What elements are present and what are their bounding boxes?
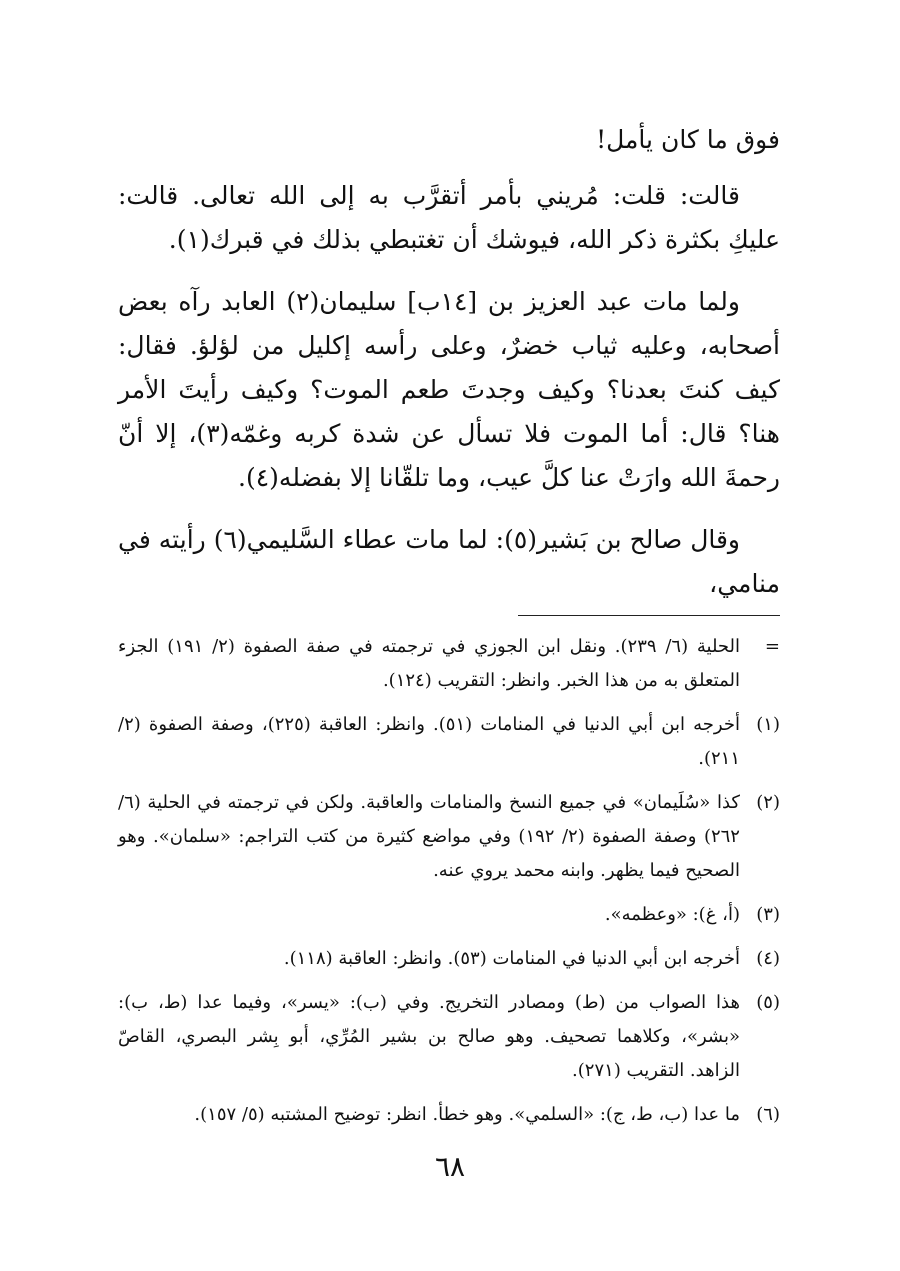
footnote-marker: (٦) bbox=[756, 1104, 780, 1125]
footnote bbox=[118, 786, 780, 888]
footnote-marker: (٤) bbox=[756, 948, 780, 969]
footnote-divider bbox=[518, 615, 780, 616]
paragraph: قالت: قلت: مُريني بأمر أتقرَّب به إلى الله تعالى. قالت: عليكِ بكثرة ذكر الله، فيوشك أن تغتبطي بذلك في قبرك(١). bbox=[118, 181, 780, 254]
footnote-text: أخرجه ابن أبي الدنيا في المنامات (٥١). وانظر: العاقبة (٢٢٥)، وصفة الصفوة (٢/ ٢١١). bbox=[118, 714, 740, 769]
footnote-marker: = bbox=[764, 636, 780, 657]
footnote-text: أخرجه ابن أبي الدنيا في المنامات (٥٣). وانظر: العاقبة (١١٨). bbox=[283, 948, 740, 969]
footnote-marker: (١) bbox=[756, 714, 780, 735]
footnote bbox=[118, 942, 780, 976]
footnote-marker: (٣) bbox=[756, 904, 780, 925]
main-text bbox=[118, 118, 780, 624]
footnote bbox=[118, 630, 780, 698]
footnote-marker: (٥) bbox=[756, 992, 780, 1013]
footnote-text: الحلية (٦/ ٢٣٩). ونقل ابن الجوزي في ترجمته في صفة الصفوة (٢/ ١٩١) الجزء المتعلق به من هذا الخبر. وانظر: التقريب (١٢٤). bbox=[118, 636, 741, 691]
footnotes bbox=[118, 630, 780, 1142]
footnote-marker: (٢) bbox=[756, 792, 780, 813]
footnote bbox=[118, 708, 780, 776]
footnote bbox=[118, 1098, 780, 1132]
paragraph: فوق ما كان يأمل! bbox=[596, 125, 780, 154]
paragraph: وقال صالح بن بَشير(٥): لما مات عطاء السَّليمي(٦) رأيته في منامي، bbox=[118, 525, 780, 598]
footnote bbox=[118, 986, 780, 1088]
paragraph: ولما مات عبد العزيز بن [١٤ب] سليمان(٢) العابد رآه بعض أصحابه، وعليه ثياب خضرٌ، وعلى رأسه إكليل من لؤلؤ. فقال: كيف كنتَ بعدنا؟ وكيف وجدتَ طعم الموت؟ وكيف رأيتَ الأمر هنا؟ قال: أما الموت فلا تسأل عن شدة كربه وغمّه(٣)، إلا أنّ رحمةَ الله وارَتْ عنا كلَّ عيب، وما تلقّانا إلا بفضله(٤). bbox=[118, 287, 780, 492]
footnote bbox=[118, 898, 780, 932]
footnote-text: ما عدا (ب، ط، ج): «السلمي». وهو خطأ. انظر: توضيح المشتبه (٥/ ١٥٧). bbox=[194, 1104, 740, 1125]
footnote-text: (أ، غ): «وعظمه». bbox=[604, 904, 740, 925]
page-number: ٦٨ bbox=[434, 1150, 466, 1183]
footnote-text: كذا «سُلَيمان» في جميع النسخ والمنامات والعاقبة. ولكن في ترجمته في الحلية (٦/ ٢٦٢) وصفة الصفوة (٢/ ١٩٢) وفي مواضع كثيرة من كتب التراجم: «سلمان». وهو الصحيح فيما يظهر. وابنه محمد يروي عنه. bbox=[118, 792, 740, 881]
footnote-text: هذا الصواب من (ط) ومصادر التخريج. وفي (ب): «يسر»، وفيما عدا (ط، ب): «بشر»، وكلاهما تصحيف. وهو صالح بن بشير المُرِّي، أبو بِشر البصري، القاصّ الزاهد. التقريب (٢٧١). bbox=[118, 992, 740, 1081]
